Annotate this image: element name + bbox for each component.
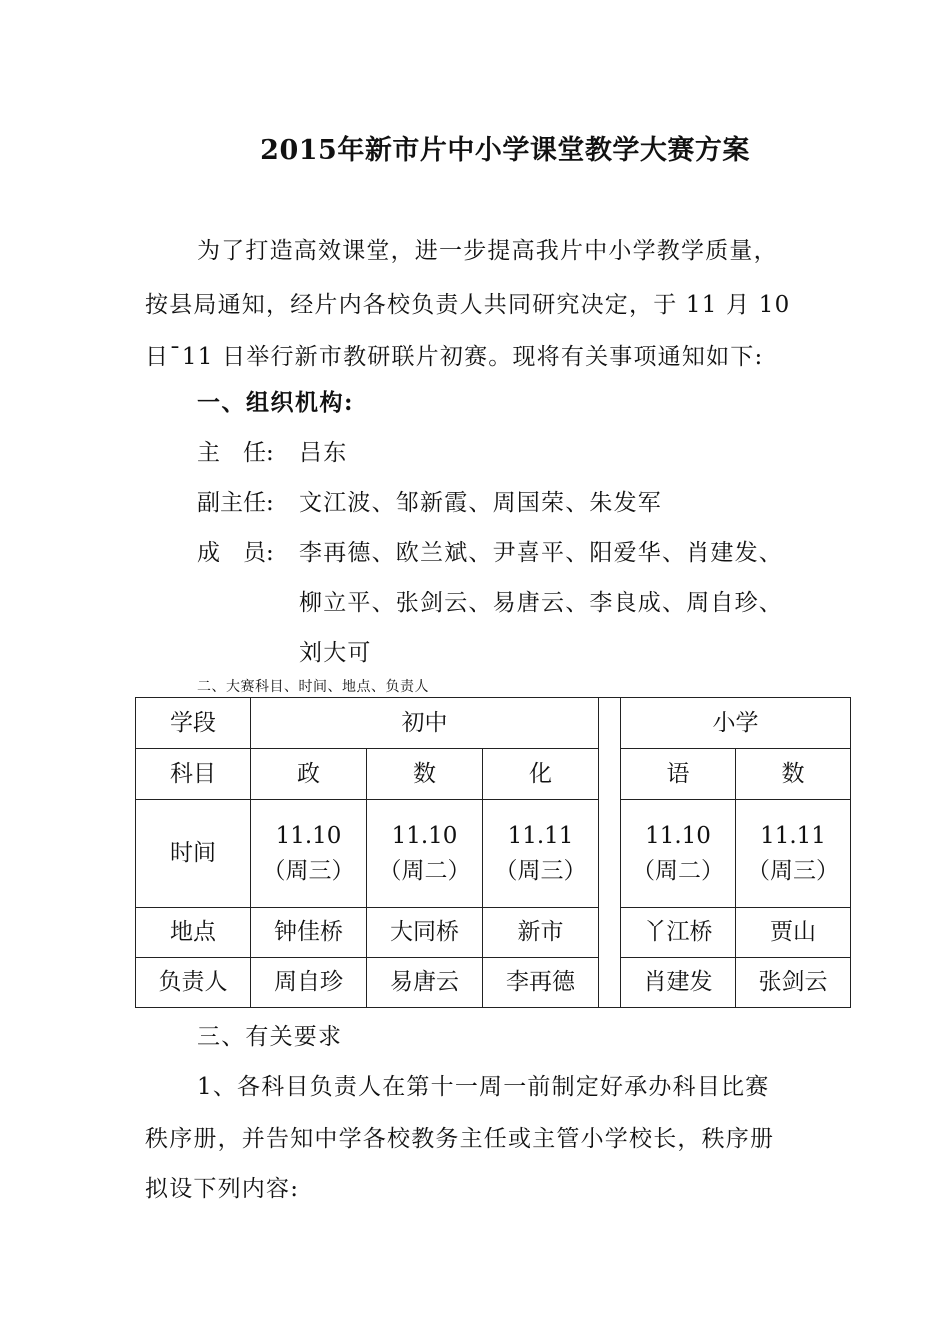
time-label-cell: 时间: [136, 800, 251, 908]
place-label-cell: 地点: [136, 908, 251, 958]
section3-heading: 三、有关要求: [197, 1024, 343, 1050]
subject-cell: 数: [736, 749, 851, 800]
members-line-1: 李再德、欧兰斌、尹喜平、阳爱华、肖建发、: [299, 540, 783, 566]
place-cell: 大同桥: [367, 908, 483, 958]
date-text: 11.11: [507, 823, 574, 849]
time-cell: [367, 800, 483, 908]
table-row: [136, 800, 851, 908]
members-line-2: 柳立平、张剑云、易唐云、李良成、周自珍、: [299, 590, 783, 616]
table-row: [136, 698, 851, 749]
primary-header-cell: 小学: [621, 698, 851, 749]
section2-heading: 二、大赛科目、时间、地点、负责人: [197, 679, 429, 695]
intro-line-2: 按县局通知，经片内各校负责人共同研究决定，于 11 月 10: [145, 292, 791, 318]
place-cell: 丫江桥: [621, 908, 736, 958]
date-text: 11.11: [760, 823, 826, 849]
page-title: 2015年新市片中小学课堂教学大赛方案: [260, 135, 750, 166]
subject-cell: 数: [367, 749, 483, 800]
leader-cell: 易唐云: [367, 958, 483, 1008]
subject-cell: 化: [483, 749, 599, 800]
column-gap: [599, 698, 621, 1008]
weekday-text: （周二）: [632, 857, 725, 884]
weekday-text: （周三）: [747, 857, 840, 884]
stage-label-cell: 学段: [136, 698, 251, 749]
time-cell: [621, 800, 736, 908]
requirement-line-3: 拟设下列内容:: [145, 1176, 300, 1202]
place-cell: 贾山: [736, 908, 851, 958]
leader-cell: 张剑云: [736, 958, 851, 1008]
time-cell: [736, 800, 851, 908]
leader-cell: 周自珍: [251, 958, 367, 1008]
section1-heading: 一、组织机构:: [197, 389, 354, 416]
requirement-line-1: 1、各科目负责人在第十一周一前制定好承办科目比赛: [197, 1074, 770, 1100]
leader-cell: 肖建发: [621, 958, 736, 1008]
table-row: [136, 749, 851, 800]
weekday-text: （周三）: [262, 857, 355, 884]
subject-cell: 语: [621, 749, 736, 800]
date-text: 11.10: [391, 823, 458, 849]
intro-line-3: 日¯11 日举行新市教研联片初赛。现将有关事项通知如下:: [145, 344, 764, 370]
table-row: [136, 908, 851, 958]
weekday-text: （周二）: [378, 857, 471, 884]
time-cell: [483, 800, 599, 908]
subject-label-cell: 科目: [136, 749, 251, 800]
time-cell: [251, 800, 367, 908]
leader-cell: 李再德: [483, 958, 599, 1008]
weekday-text: （周三）: [494, 857, 587, 884]
leader-label-cell: 负责人: [136, 958, 251, 1008]
deputy-names: 文江波、邹新霞、周国荣、朱发军: [299, 490, 662, 516]
intro-line-1: 为了打造高效课堂，进一步提高我片中小学教学质量，: [197, 238, 778, 264]
deputy-label: 副主任:: [197, 490, 274, 516]
date-text: 11.10: [645, 823, 711, 849]
members-label: 成 员:: [197, 540, 274, 566]
director-label: 主 任:: [197, 440, 274, 466]
members-line-3: 刘大可: [299, 640, 372, 666]
junior-header-cell: 初中: [251, 698, 599, 749]
subject-cell: 政: [251, 749, 367, 800]
place-cell: 新市: [483, 908, 599, 958]
schedule-table: [135, 697, 851, 1008]
requirement-line-2: 秩序册，并告知中学各校教务主任或主管小学校长，秩序册: [145, 1126, 775, 1152]
director-name: 吕东: [299, 440, 348, 466]
date-text: 11.10: [275, 823, 342, 849]
place-cell: 钟佳桥: [251, 908, 367, 958]
table-row: [136, 958, 851, 1008]
